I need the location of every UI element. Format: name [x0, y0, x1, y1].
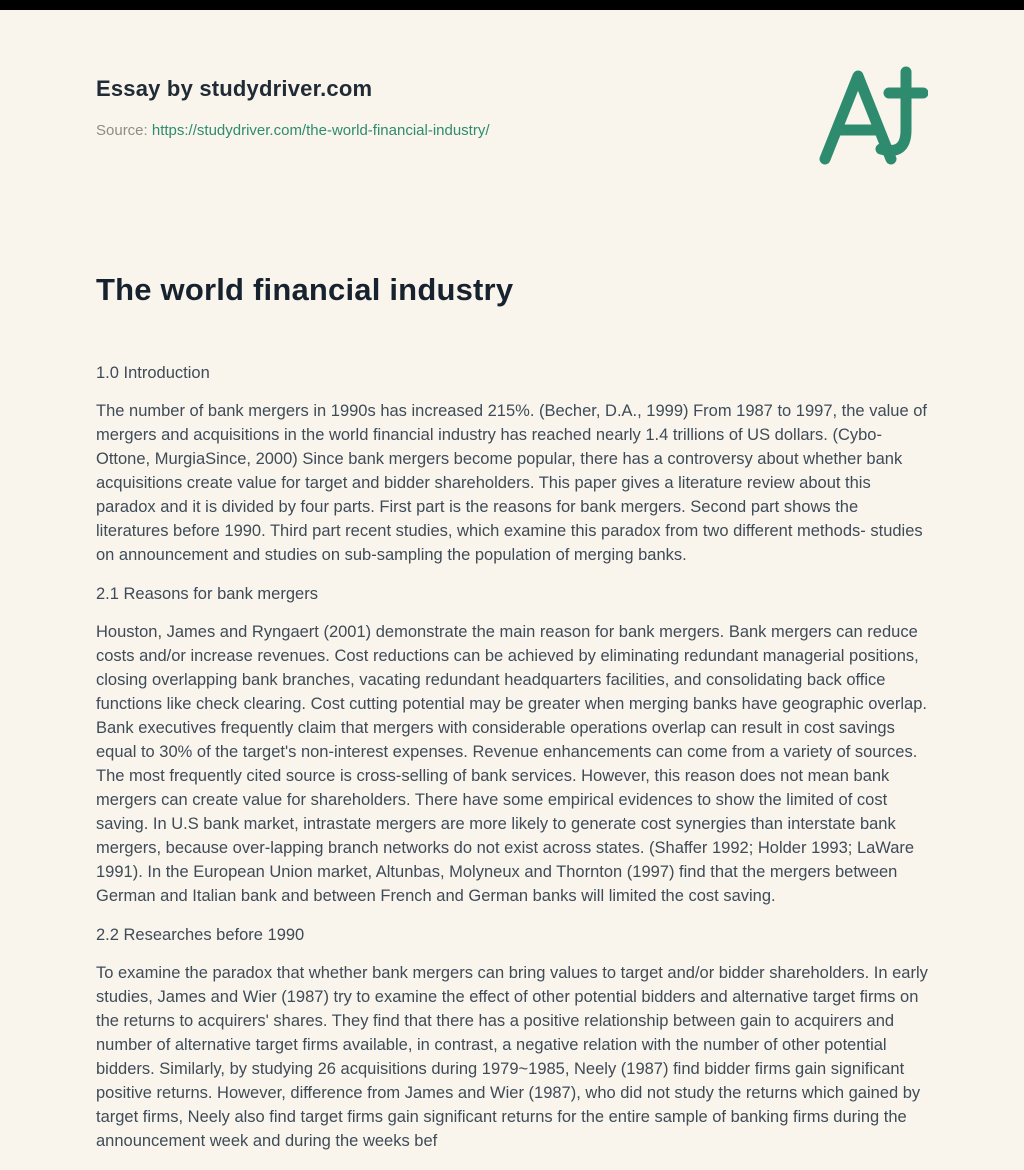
section-body-introduction: The number of bank mergers in 1990s has increased 215%. (Becher, D.A., 1999) From 1987 to 1997, the value of mergers and acquisitions in the world financial industry has reached nearly 1.4 trillions of US dollars. (Cybo-Ottone, MurgiaSince, 2000) Since bank mergers become popular, there has a controversy about whether bank acquisitions create value for target and bidder shareholders. This paper gives a literature review about this paradox and it is divided by four parts. First part is the reasons for bank mergers. Second part shows the literatures before 1990. Third part recent studies, which examine this paradox from two different methods- studies on announcement and studies on sub-sampling the population of merging banks. — [96, 402, 927, 564]
section-body-reasons: Houston, James and Ryngaert (2001) demonstrate the main reason for bank mergers. Bank mergers can reduce costs and/or increase revenues. Cost reductions can be achieved by eliminating redundant managerial positions, closing overlapping bank branches, vacating redundant headquarters facilities, and consolidating back office functions like check clearing. Cost cutting potential may be greater when merging banks have geographic overlap. Bank executives frequently claim that mergers with considerable operations overlap can result in cost savings equal to 30% of the target's non-interest expenses. Revenue enhancements can come from a variety of sources. The most frequently cited source is cross-selling of bank services. However, this reason does not mean bank mergers can create value for shareholders. There have some empirical evidences to show the limited of cost saving. In U.S bank market, intrastate mergers are more likely to generate cost synergies than interstate bank mergers, because over-lapping branch networks do not exist across states. (Shaffer 1992; Holder 1993; LaWare 1991). In the European Union market, Altunbas, Molyneux and Thornton (1997) find that the mergers between German and Italian bank and between French and German banks will limited the cost saving. — [96, 623, 927, 905]
source-label: Source: — [96, 122, 148, 139]
page-content — [0, 10, 1024, 1153]
source-line — [96, 122, 490, 139]
section-heading-reasons: 2.1 Reasons for bank mergers — [96, 585, 318, 603]
section-heading-introduction: 1.0 Introduction — [96, 364, 210, 382]
section-heading-researches: 2.2 Researches before 1990 — [96, 926, 305, 944]
section-body-researches: To examine the paradox that whether bank mergers can bring values to target and/or bidder shareholders. In early studies, James and Wier (1987) try to examine the effect of other potential bidders and alternative target firms on the returns to acquirers' shares. They find that there has a positive relationship between gain to acquirers and number of alternative target firms available, in contrast, a negative relation with the number of other potential bidders. Similarly, by studying 26 acquisitions during 1979~1985, Neely (1987) find bidder firms gain significant positive returns. However, difference from James and Wier (1987), who did not study the returns which gained by target firms, Neely also find target firms gain significant returns for the entire sample of banking firms during the announcement week and during the weeks bef — [96, 964, 928, 1150]
header-text-block — [96, 10, 490, 139]
top-black-bar — [0, 0, 1024, 10]
source-link[interactable]: https://studydriver.com/the-world-financial-industry/ — [151, 122, 490, 139]
studydriver-logo-icon — [818, 66, 928, 166]
page-header — [96, 10, 928, 166]
essay-byline: Essay by studydriver.com — [96, 76, 373, 101]
document-title: The world financial industry — [96, 272, 514, 307]
